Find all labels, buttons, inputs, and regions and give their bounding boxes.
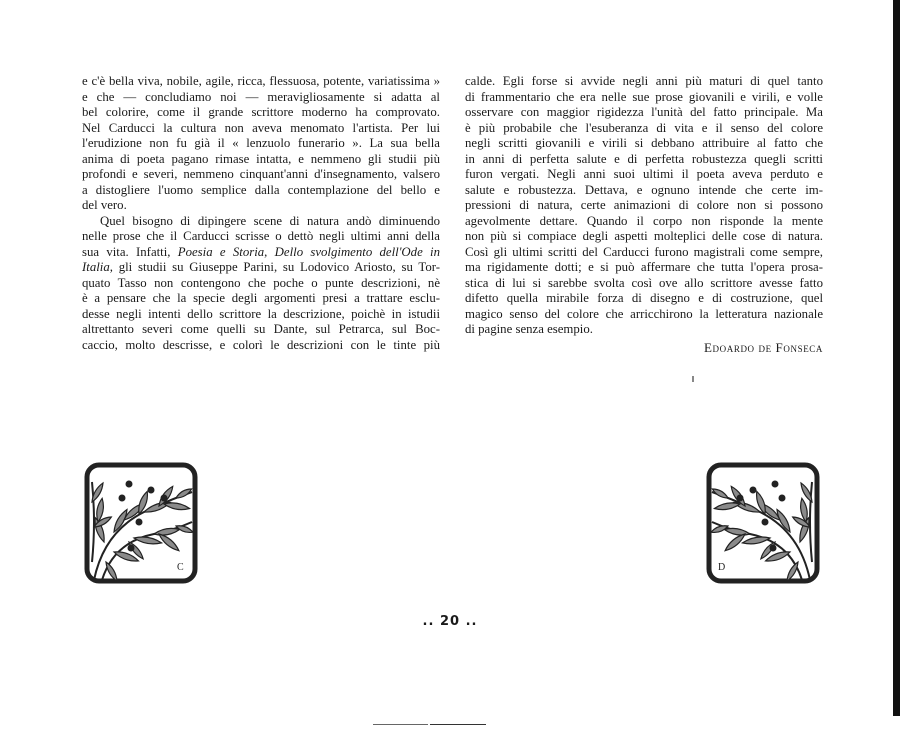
text-segment: salute e robustezza. Dettava, e ognuno intende che certe im- <box>465 182 823 197</box>
berry <box>762 519 769 526</box>
berry <box>772 481 779 488</box>
text-line <box>465 167 823 183</box>
text-line <box>82 214 440 230</box>
text-segment: a distogliere l'uomo semplice dalla contemplazione del bello e <box>82 182 440 197</box>
text-line <box>82 74 440 90</box>
berry <box>148 487 155 494</box>
text-segment: quato Tasso non contengono che poche o punte descrizioni, nè <box>82 275 440 290</box>
text-line <box>465 74 823 90</box>
left-text-column <box>82 74 440 353</box>
berry <box>126 481 133 488</box>
text-segment: difetto quella mirabile forza di disegno e di costruzione, quel <box>465 291 823 305</box>
berry <box>128 545 135 552</box>
text-line <box>82 136 440 152</box>
berry <box>737 495 744 502</box>
text-segment: gli studii su Giuseppe Parini, su Lodovico Ariosto, su Tor- <box>112 260 440 274</box>
text-segment: non più si compiace degli aspetti molteplici delle cose di natura. <box>465 229 823 243</box>
text-segment: Così gli ultimi scritti del Carducci furono magistrali come sempre, <box>465 244 823 259</box>
text-line <box>82 152 440 168</box>
text-line <box>82 229 440 245</box>
text-segment: caccio, molto descrisse, e colorì le descrizioni con le tinte più <box>82 337 440 352</box>
text-line <box>465 291 823 307</box>
text-segment: bel colorire, come il grande scrittore moderno ha comprovato. <box>82 105 440 119</box>
scan-edge <box>893 0 900 716</box>
text-line <box>82 183 440 199</box>
leaf-ornament-right <box>706 462 820 584</box>
text-line <box>465 307 823 323</box>
bottom-rule-left <box>373 724 428 725</box>
text-segment: in anni di perfetta salute e di perfetta robustezza quegli scritti <box>465 151 823 166</box>
text-line <box>465 198 823 214</box>
text-segment: è più probabile che l'esuberanza di vita e il senso del colore <box>465 120 823 135</box>
text-segment: profondi e severi, nemmeno cinquant'anni d'insegnamento, valsero <box>82 167 440 181</box>
text-segment: calde. Egli forse si avvide negli anni più maturi di quel tanto <box>465 74 823 88</box>
ornament-initial: C <box>177 562 184 573</box>
text-line <box>82 260 440 276</box>
author-signature: Edoardo de Fonseca <box>704 340 823 355</box>
berry <box>161 495 168 502</box>
page-number: .. 20 .. <box>422 614 478 629</box>
text-line <box>82 276 440 292</box>
text-line <box>465 260 823 276</box>
italic-title: Dello svolgimento dell'Ode in <box>274 244 440 259</box>
text-line <box>465 183 823 199</box>
text-segment: anima di poeta pagano rimase intatta, e nemmeno gli studii più <box>82 151 440 166</box>
text-segment: altrettanto severi come quelli su Dante, sul Petrarca, sul Boc- <box>82 322 440 336</box>
text-segment: di frammentario che era nelle sue prose giovanili e virili, e volle <box>465 89 823 104</box>
text-line <box>465 105 823 121</box>
text-segment: furon vergati. Negli anni suoi ultimi il poeta aveva perduto e <box>465 167 823 181</box>
text-line <box>465 214 823 230</box>
text-segment: e che — concludiamo noi — meravigliosamente si adatta al <box>82 89 440 104</box>
text-segment: nelle prose che il Carducci scrisse o dettò negli ultimi anni della <box>82 229 440 243</box>
text-segment: del vero. <box>82 198 127 212</box>
text-segment: magico senso del colore che arricchirono la letteratura nazionale <box>465 306 823 321</box>
text-segment: di pagine senza esempio. <box>465 322 593 336</box>
text-line <box>465 276 823 292</box>
text-line <box>82 338 440 354</box>
text-line <box>82 322 440 338</box>
italic-title: Italia, <box>82 260 113 274</box>
text-line <box>465 121 823 137</box>
text-line <box>465 229 823 245</box>
text-line <box>465 245 823 261</box>
ornament-initial: D <box>718 562 726 573</box>
text-line <box>82 90 440 106</box>
text-line <box>82 121 440 137</box>
text-line <box>82 198 440 214</box>
text-segment: sua vita. Infatti, <box>82 244 178 259</box>
bottom-rule-right <box>430 724 486 725</box>
berry <box>770 545 777 552</box>
text-segment: ma rigidamente dotti; e si può affermare che tutta l'opera prosa- <box>465 260 823 274</box>
text-line <box>465 136 823 152</box>
text-line <box>82 167 440 183</box>
berry <box>750 487 757 494</box>
text-segment: pressioni di natura, certe animazioni di colore non si possono <box>465 198 823 212</box>
text-line <box>82 291 440 307</box>
text-segment: Quel bisogno di dipingere scene di natura andò diminuendo <box>100 213 440 228</box>
berry <box>779 495 786 502</box>
text-segment: Nel Carducci la cultura non aveva menomato l'artista. Per lui <box>82 120 440 135</box>
text-segment: , <box>264 244 275 259</box>
text-segment: osservare con maggior rigidezza l'unità del fatto principale. Ma <box>465 105 823 119</box>
text-line <box>465 90 823 106</box>
berry <box>119 495 126 502</box>
italic-title: Poesia e Storia <box>177 244 265 259</box>
text-segment: l'erudizione non fu già il « lenzuolo funerario ». La sua bella <box>82 136 440 150</box>
berry <box>136 519 143 526</box>
text-line <box>82 105 440 121</box>
text-line <box>465 322 823 338</box>
right-text-column <box>465 74 823 338</box>
text-line <box>465 152 823 168</box>
leaf-ornament-left <box>84 462 198 584</box>
text-segment: agevolmente dettare. Quando il corpo non risponde la mente <box>465 213 823 228</box>
text-line <box>82 307 440 323</box>
text-segment: negli scritti giovanili e virili si debbano attribuire al fatto che <box>465 136 823 150</box>
text-segment: desse negli intenti dello scrittore la descrizione, poichè in istudii <box>82 306 440 321</box>
text-segment: e c'è bella viva, nobile, agile, ricca, flessuosa, potente, variatissima » <box>82 74 440 88</box>
text-segment: è a pensare che la specie degli argomenti presi a trattare esclu- <box>82 291 440 305</box>
text-segment: stica di lui si sarebbe svolta così ove allo scrittore avesse fatto <box>465 275 823 290</box>
scan-speck <box>692 376 694 382</box>
text-line <box>82 245 440 261</box>
